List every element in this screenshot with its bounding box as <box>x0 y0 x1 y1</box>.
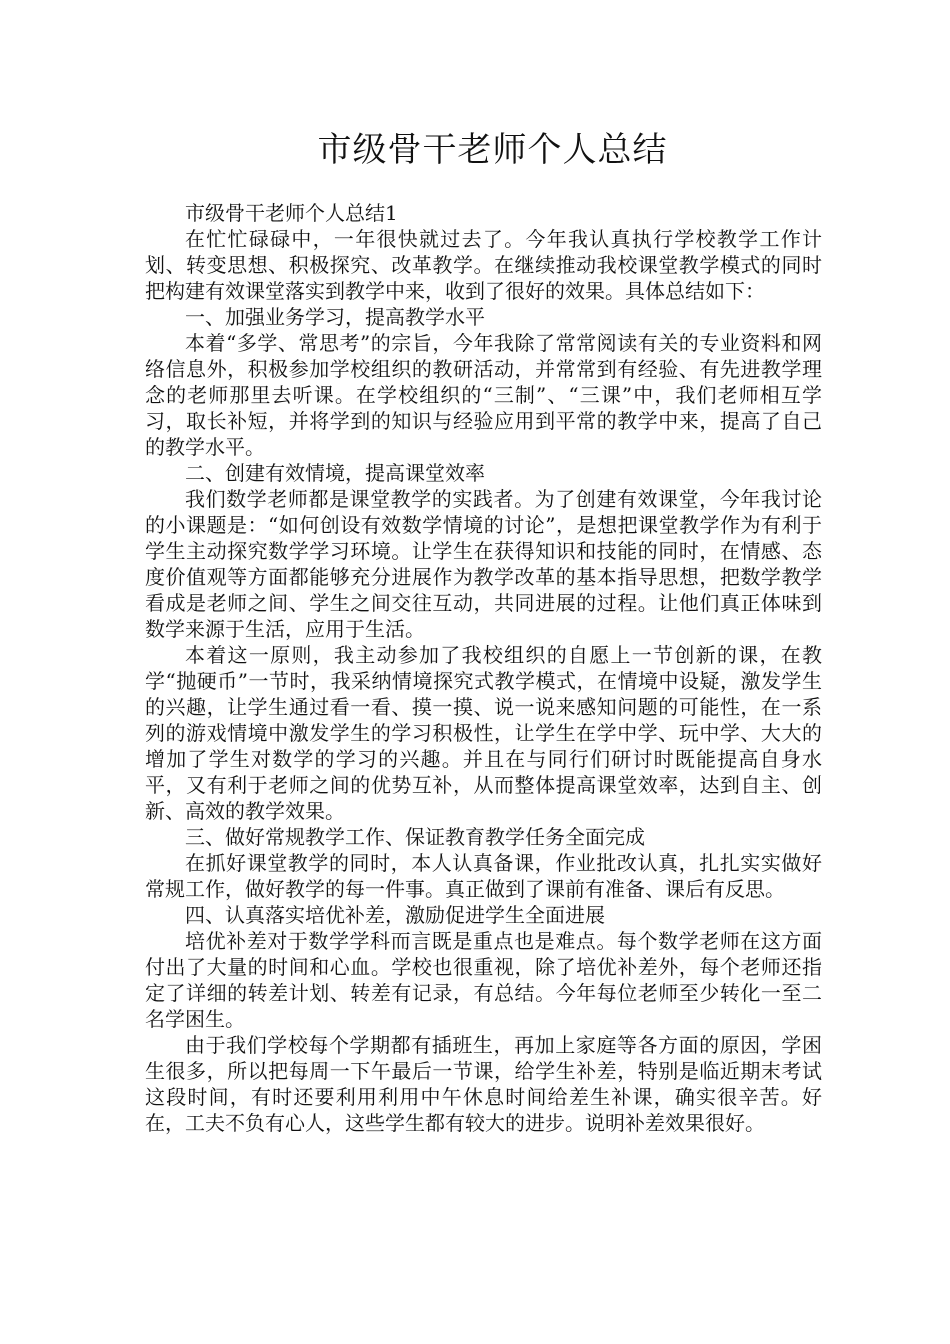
section-heading-2: 二、创建有效情境，提高课堂效率 <box>185 461 485 485</box>
body-paragraph: 本着“多学、常思考”的宗旨，今年我除了常常阅读有关的专业资料和网络信息外，积极参加学校组织的教研活动，并常常到有经验、有先进教学理念的老师那里去听课。在学校组织的“三制”、“三课”中，我们老师相互学习，取长补短，并将学到的知识与经验应用到平常的教学中来，提高了自己的教学水平。 <box>145 331 822 459</box>
section-heading-4: 四、认真落实培优补差，激励促进学生全面进展 <box>185 903 605 927</box>
section-heading-1: 一、加强业务学习，提高教学水平 <box>185 305 485 329</box>
body-paragraph: 在抓好课堂教学的同时，本人认真备课，作业批改认真，扎扎实实做好常规工作，做好教学的每一件事。真正做到了课前有准备、课后有反思。 <box>145 851 822 901</box>
body-paragraph: 由于我们学校每个学期都有插班生，再加上家庭等各方面的原因，学困生很多，所以把每周一下午最后一节课，给学生补差，特别是临近期末考试这段时间，有时还要利用利用中午休息时间给差生补课，确实很辛苦。好在，工夫不负有心人，这些学生都有较大的进步。说明补差效果很好。 <box>145 1033 822 1135</box>
document-body <box>145 200 822 1136</box>
section-heading-3: 三、做好常规教学工作、保证教育教学任务全面完成 <box>185 825 645 849</box>
body-paragraph: 我们数学老师都是课堂教学的实践者。为了创建有效课堂，今年我讨论的小课题是：“如何创设有效数学情境的讨论”，是想把课堂教学作为有利于学生主动探究数学学习环境。让学生在获得知识和技能的同时，在情感、态度价值观等方面都能够充分进展作为教学改革的基本指导思想，把数学教学看成是老师之间、学生之间交往互动，共同进展的过程。让他们真正体味到数学来源于生活，应用于生活。 <box>145 487 822 641</box>
intro-paragraph: 在忙忙碌碌中，一年很快就过去了。今年我认真执行学校教学工作计划、转变思想、积极探究、改革教学。在继续推动我校课堂教学模式的同时把构建有效课堂落实到教学中来，收到了很好的效果。具体总结如下： <box>145 227 822 303</box>
body-paragraph: 培优补差对于数学学科而言既是重点也是难点。每个数学老师在这方面付出了大量的时间和心血。学校也很重视，除了培优补差外，每个老师还指定了详细的转差计划、转差有记录，有总结。今年每位老师至少转化一至二名学困生。 <box>145 929 822 1031</box>
subtitle-paragraph: 市级骨干老师个人总结1 <box>185 201 398 225</box>
document-title: 市级骨干老师个人总结 <box>317 130 668 170</box>
body-paragraph: 本着这一原则，我主动参加了我校组织的自愿上一节创新的课，在教学“抛硬币”一节时，我采纳情境探究式教学模式，在情境中设疑，激发学生的兴趣，让学生通过看一看、摸一摸、说一说来感知问题的可能性，在一系列的游戏情境中激发学生的学习积极性，让学生在学中学、玩中学、大大的增加了学生对数学的学习的兴趣。并且在与同行们研讨时既能提高自身水平，又有利于老师之间的优势互补，从而整体提高课堂效率，达到自主、创新、高效的教学效果。 <box>145 643 822 823</box>
